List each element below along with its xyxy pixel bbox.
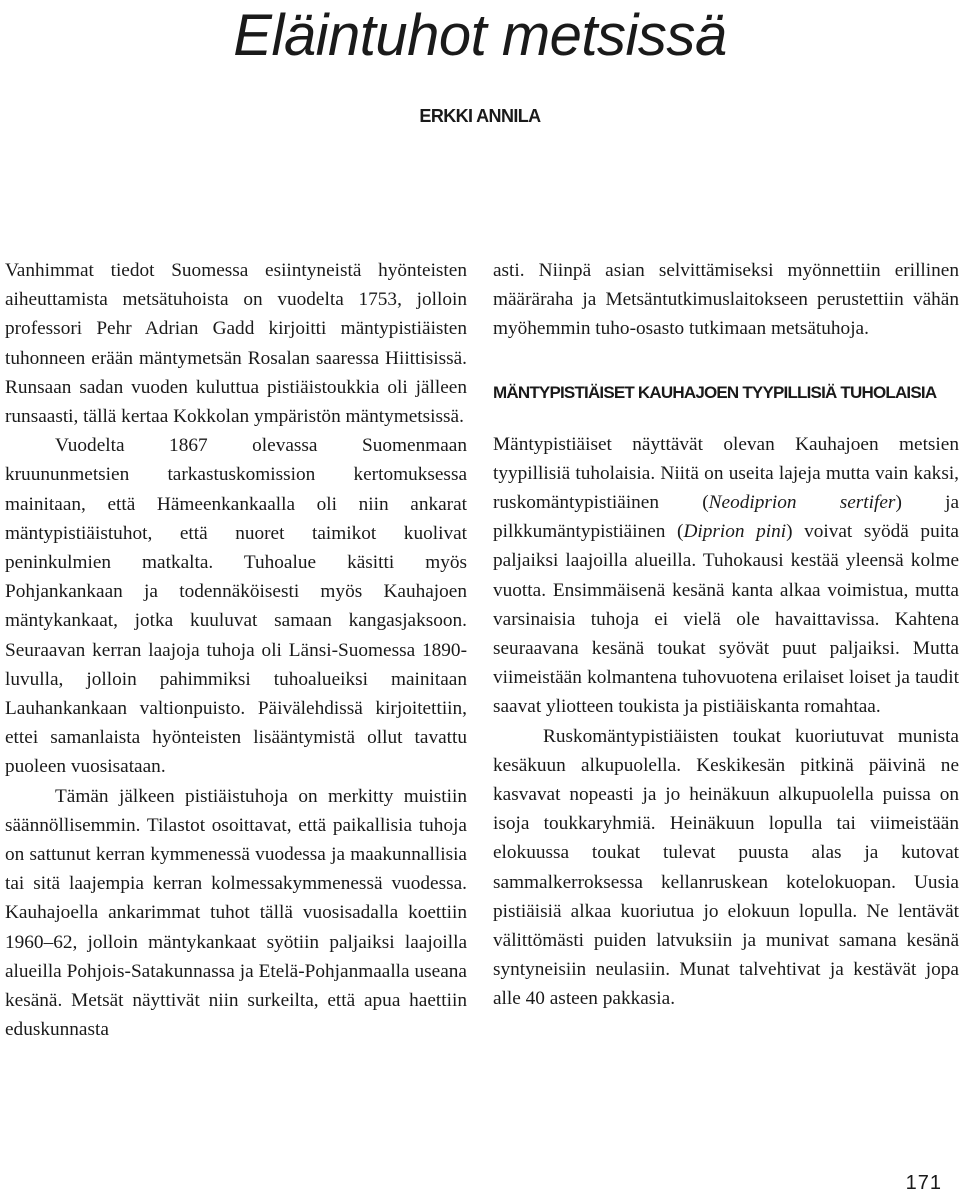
paragraph: [493, 430, 959, 722]
page-number: 171: [905, 1172, 942, 1194]
section-heading: MÄNTYPISTIÄISET KAUHAJOEN TYYPILLISIÄ TUHOLAISIA: [493, 382, 937, 402]
species-name: Diprion pini: [683, 521, 787, 543]
author-name: ERKKI ANNILA: [419, 106, 541, 126]
text-run: Mäntypistiäiset näyttävät olevan Kauhajoen metsien tyypillisiä tuholaisia. Niitä on useita lajeja mutta vain kaksi, ruskomäntypistiäinen (: [493, 433, 959, 514]
paragraph: Tämän jälkeen pistiäistuhoja on merkitty muistiin säännöllisemmin. Tilastot osoittavat, että paikallisia tuhoja on sattunut kerran kymmenessä vuodessa ja maakunnallisia tai sitä laajempia kerran kolmessakymmenessä vuodessa. Kauhajoella ankarimmat tuhot tällä vuosisadalla koettiin 1960–62, jolloin mäntykankaat syötiin paljaiksi laajoilla alueilla Pohjois-Satakunnassa ja Etelä-Pohjanmaalla useana kesänä. Metsät näyttivät niin surkeilta, että apua haettiin eduskunnasta: [5, 785, 467, 1041]
paragraph: Ruskomäntypistiäisten toukat kuoriutuvat munista kesäkuun alkupuolella. Keskikesän pitkinä päivinä ne kasvavat nopeasti ja jo heinäkuun alkupuolella puissa on isoja toukkaryhmiä. Heinäkuun lopulla tai viimeistään elokuussa toukat tulevat puusta alas ja kutovat sammalkerroksessa kellanruskean kotelokuopan. Uusia pistiäisiä alkaa kuoriutua jo elokuun lopulla. Ne lentävät välittömästi puiden latvuksiin ja munivat samana kesänä syntyneisiin neulasiin. Munat talvehtivat ja kestävät jopa alle 40 asteen pakkasia.: [493, 725, 959, 1010]
right-column: [493, 256, 959, 1014]
paragraph: asti. Niinpä asian selvittämiseksi myönnettiin erillinen määräraha ja Metsäntutkimuslaitokseen perustettiin vähän myöhemmin tuho-osasto tutkimaan metsätuhoja.: [493, 260, 959, 340]
text-run: ) voivat syödä puita paljaiksi laajoilla alueilla. Tuhokausi kestää yleensä kolme vuotta. Ensimmäisenä kesänä kanta alkaa voimistua, mutta varsinaisia tuhoja ei vielä ole havaittavissa. Kahtena seuraavana kesänä toukat syövät puut paljaiksi. Mutta viimeistään kolmantena tuhovuotena erilaiset loiset ja taudit saavat yliotteen toukista ja pistiäiskanta romahtaa.: [493, 521, 959, 718]
left-column: [5, 256, 467, 1044]
paragraph: Vuodelta 1867 olevassa Suomenmaan kruununmetsien tarkastuskomission kertomuksessa mainitaan, että Hämeenkankaalla oli niin ankarat mäntypistiäistuhot, että nuoret taimikot kuolivat peninkulmien matkalta. Tuhoalue käsitti myös Pohjankankaan ja todennäköisesti myös Kauhajoen mäntykankaat, jotka kuuluvat samaan kangasjaksoon. Seuraavan kerran laajoja tuhoja oli Länsi-Suomessa 1890-luvulla, jolloin pahimmiksi tuhoalueiksi mainitaan Lauhankankaan valtionpuisto. Päivälehdissä kirjoitettiin, ettei samanlaista hyönteisten lisääntymistä ollut tavattu puoleen vuosisataan.: [5, 435, 467, 778]
text-run: ) ja pilkkumäntypistiäinen (: [493, 492, 959, 543]
paragraph: Vanhimmat tiedot Suomessa esiintyneistä hyönteisten aiheuttamista metsätuhoista on vuodelta 1753, jolloin professori Pehr Adrian Gadd kirjoitti mäntypistiäisten tuhonneen erään mäntymetsän Rosalan saaressa Hiittisissä. Runsaan sadan vuoden kuluttua pistiäistoukkia oli jälleen runsaasti, tällä kertaa Kokkolan ympäristön mäntymetsissä.: [5, 260, 467, 428]
species-name: Neodiprion sertifer: [708, 492, 896, 514]
article-title: Eläintuhot metsissä: [233, 3, 727, 68]
